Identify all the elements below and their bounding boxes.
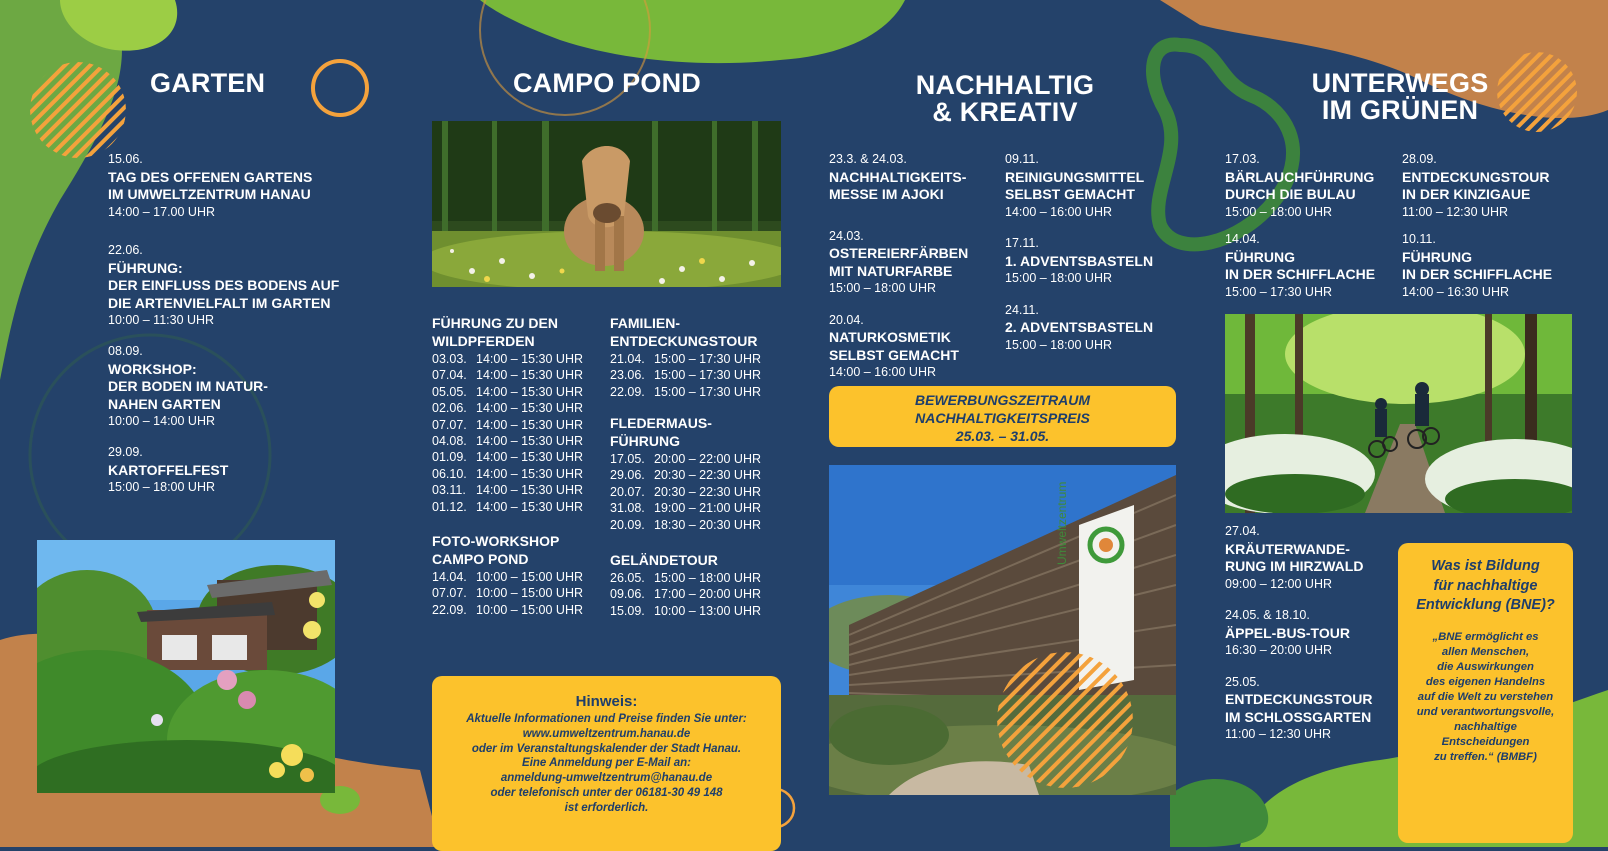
- row-date: 22.09.: [610, 384, 645, 399]
- event-name: FÜHRUNG: DER EINFLUSS DES BODENS AUF DIE ARTENVIELFALT IM GARTEN: [108, 259, 340, 311]
- event-time: 11:00 – 12:30 UHR: [1402, 204, 1509, 219]
- row-time: 14:00 – 15:30 UHR: [476, 384, 584, 399]
- row-time: 20:30 – 22:30 UHR: [654, 484, 762, 499]
- event-name: NACHHALTIGKEITS- MESSE IM AJOKI: [829, 168, 967, 202]
- sign-text-1: Umweltzentrum: [1055, 481, 1069, 565]
- fledermaus-schedule: [610, 414, 761, 533]
- row-date: 29.06.: [610, 468, 645, 483]
- event-name: OSTEREIERFÄRBEN MIT NATURFARBE: [829, 245, 969, 279]
- row-date: 03.03.: [432, 352, 467, 366]
- event-time: 15:00 – 18:00 UHR: [1005, 337, 1113, 352]
- row-time: 14:00 – 15:30 UHR: [476, 417, 584, 432]
- event-name: KRÄUTERWANDE- RUNG IM HIRZWALD: [1225, 540, 1364, 574]
- title-line: IM GRÜNEN: [1321, 95, 1479, 125]
- garten-event: [108, 242, 339, 330]
- event-time: 15:00 – 18:00 UHR: [1225, 204, 1333, 219]
- event-name: 1. ADVENTSBASTELN: [1005, 252, 1154, 269]
- schedule-row: [610, 367, 761, 383]
- event-name: KARTOFFELFEST: [108, 461, 229, 478]
- event-name: FÜHRUNG IN DER SCHIFFLACHE: [1402, 248, 1553, 282]
- hinweis-line: Aktuelle Informationen und Preise finden Sie unter:: [466, 713, 747, 725]
- hinweis-line: Eine Anmeldung per E-Mail an:: [522, 757, 691, 770]
- preis-banner: [829, 386, 1176, 447]
- schedule-title: FÜHRUNG ZU DEN WILDPFERDEN: [432, 315, 558, 349]
- event-name: NATURKOSMETIK SELBST GEMACHT: [829, 329, 959, 363]
- event-name: REINIGUNGSMITTEL SELBST GEMACHT: [1005, 168, 1145, 202]
- hinweis-line: ist erforderlich.: [564, 801, 649, 814]
- schedule-row: [432, 400, 583, 416]
- event-time: 09:00 – 12:00 UHR: [1225, 576, 1333, 591]
- event-date: 27.04.: [1225, 524, 1260, 538]
- banner-line: NACHHALTIGKEITSPREIS: [915, 410, 1090, 426]
- event: [829, 312, 968, 382]
- garten-title: GARTEN: [150, 68, 266, 98]
- event-date: 22.06.: [108, 243, 143, 257]
- garten-event: [108, 151, 312, 221]
- event-time: 10:00 – 11:30 UHR: [108, 313, 215, 327]
- bne-title: Was ist Bildung für nachhaltige Entwicklung (BNE)?: [1416, 558, 1555, 613]
- event-date: 24.11.: [1005, 302, 1039, 317]
- garden-photo: [37, 540, 335, 793]
- row-date: 01.09.: [432, 450, 467, 465]
- event-date: 24.05. & 18.10.: [1225, 608, 1310, 622]
- row-time: 14:00 – 15:30 UHR: [476, 401, 584, 416]
- event-date: 17.11.: [1005, 236, 1039, 250]
- event: [1225, 523, 1373, 593]
- schedule-row: [610, 451, 761, 467]
- event-date: 14.04.: [1225, 232, 1260, 246]
- schedule-row: [610, 586, 761, 602]
- row-date: 07.04.: [432, 368, 467, 383]
- event: [1402, 231, 1552, 301]
- horse-photo: [432, 121, 781, 287]
- event-time: 11:00 – 12:30 UHR: [1225, 727, 1332, 741]
- event: [1225, 151, 1375, 221]
- campo-title: CAMPO POND: [512, 68, 701, 98]
- hinweis-line: anmeldung-umweltzentrum@hanau.de: [500, 772, 713, 785]
- row-time: 20:00 – 22:00 UHR: [654, 452, 762, 466]
- schedule-row: [432, 499, 583, 515]
- event-name: FÜHRUNG IN DER SCHIFFLACHE: [1225, 248, 1376, 282]
- wildpferde-schedule: [432, 314, 583, 515]
- row-date: 07.07.: [432, 417, 467, 432]
- event: [1225, 231, 1375, 301]
- schedule-row: [610, 384, 761, 400]
- event-name: ENTDECKUNGSTOUR IM SCHLOSSGARTEN: [1225, 691, 1373, 725]
- row-date: 17.05.: [610, 452, 645, 466]
- familien-schedule: [610, 314, 761, 400]
- row-date: 20.09.: [610, 517, 645, 532]
- event: [1005, 151, 1153, 221]
- row-date: 31.08.: [610, 501, 645, 516]
- row-time: 15:00 – 17:30 UHR: [654, 384, 762, 399]
- row-time: 14:00 – 15:30 UHR: [476, 499, 584, 514]
- forest-path-photo: [1225, 314, 1572, 513]
- schedule-row: [610, 517, 761, 533]
- schedule-row: [610, 484, 761, 500]
- hinweis-line: oder im Veranstaltungskalender der Stadt Hanau.: [471, 742, 742, 755]
- title-line: NACHHALTIG: [915, 70, 1095, 100]
- schedule-title: FAMILIEN- ENTDECKUNGSTOUR: [610, 315, 758, 349]
- bne-box: [1398, 543, 1573, 843]
- row-time: 14:00 – 15:30 UHR: [476, 450, 584, 465]
- row-time: 14:00 – 15:30 UHR: [476, 352, 584, 366]
- banner-line: BEWERBUNGSZEITRAUM: [915, 392, 1090, 408]
- schedule-row: [432, 417, 583, 433]
- schedule-row: [610, 570, 761, 586]
- schedule-row: [610, 467, 761, 483]
- garten-event: [108, 444, 228, 497]
- event-date: 23.3. & 24.03.: [829, 152, 907, 166]
- schedule-row: [432, 449, 583, 465]
- event: [1225, 607, 1373, 660]
- event: [1005, 302, 1153, 355]
- row-date: 01.12.: [432, 499, 467, 514]
- row-date: 07.07.: [432, 586, 467, 601]
- event: [829, 228, 968, 298]
- event-time: 15:00 – 18:00 UHR: [829, 281, 937, 295]
- bne-text: „BNE ermöglicht es allen Menschen, die Auswirkungen des eigenen Handelns auf die Welt zu verstehen und verantwortungsvolle, nachhaltige Entscheidungen zu treffen.“ (BMBF): [1416, 630, 1555, 764]
- event-date: 25.05.: [1225, 674, 1260, 689]
- schedule-row: [432, 602, 583, 618]
- schedule-title: FLEDERMAUS- FÜHRUNG: [610, 415, 712, 449]
- event: [829, 151, 968, 204]
- foto-workshop-schedule: [432, 532, 583, 618]
- row-time: 15:00 – 17:30 UHR: [654, 368, 762, 383]
- row-time: 10:00 – 15:00 UHR: [476, 602, 584, 617]
- event-name: ENTDECKUNGSTOUR IN DER KINZIGAUE: [1402, 168, 1550, 202]
- event-date: 29.09.: [108, 445, 143, 459]
- event-time: 16:30 – 20:00 UHR: [1225, 643, 1333, 657]
- title-line: & KREATIV: [932, 97, 1078, 127]
- row-date: 02.06.: [432, 401, 467, 416]
- row-date: 06.10.: [432, 466, 467, 481]
- event-time: 14:00 – 17.00 UHR: [108, 204, 216, 219]
- hinweis-title: Hinweis:: [575, 693, 638, 710]
- schedule-row: [432, 569, 583, 585]
- event: [1402, 151, 1552, 221]
- event-name: TAG DES OFFENEN GARTENS IM UMWELTZENTRUM HANAU: [108, 168, 313, 202]
- event-time: 15:00 – 18:00 UHR: [108, 480, 216, 494]
- row-date: 04.08.: [432, 434, 467, 449]
- event-time: 14:00 – 16:30 UHR: [1402, 284, 1510, 299]
- schedule-row: [432, 482, 583, 498]
- row-date: 15.09.: [610, 603, 645, 618]
- title-line: UNTERWEGS: [1311, 68, 1489, 98]
- schedule-row: [610, 500, 761, 516]
- schedule-row: [432, 433, 583, 449]
- hinweis-box: [432, 676, 781, 851]
- event-date: 28.09.: [1402, 152, 1437, 166]
- row-time: 14:00 – 15:30 UHR: [476, 483, 584, 498]
- nachhaltig-title: [890, 72, 1120, 126]
- event-time: 14:00 – 16:00 UHR: [829, 365, 937, 379]
- row-date: 21.04.: [610, 352, 645, 366]
- event-date: 20.04.: [829, 312, 864, 327]
- hinweis-line: oder telefonisch unter der 06181-30 49 148: [490, 786, 723, 799]
- event-date: 08.09.: [108, 344, 143, 358]
- row-time: 14:00 – 15:30 UHR: [476, 434, 584, 449]
- row-date: 26.05.: [610, 571, 645, 585]
- event: [1005, 235, 1153, 288]
- umweltzentrum-photo: [829, 465, 1176, 795]
- unterwegs-title: [1290, 70, 1510, 124]
- row-time: 10:00 – 13:00 UHR: [654, 603, 762, 618]
- schedule-row: [432, 384, 583, 400]
- event: [1225, 674, 1373, 744]
- event-date: 17.03.: [1225, 152, 1260, 166]
- gelaende-schedule: [610, 551, 761, 619]
- row-date: 14.04.: [432, 570, 467, 584]
- row-time: 14:00 – 15:30 UHR: [476, 466, 584, 481]
- row-time: 18:30 – 20:30 UHR: [654, 517, 762, 532]
- event-time: 15:00 – 18:00 UHR: [1005, 271, 1113, 285]
- banner-line: 25.03. – 31.05.: [955, 428, 1050, 444]
- schedule-row: [610, 603, 761, 619]
- event-time: 14:00 – 16:00 UHR: [1005, 204, 1113, 219]
- event-name: 2. ADVENTSBASTELN: [1005, 319, 1154, 335]
- row-time: 20:30 – 22:30 UHR: [654, 468, 762, 483]
- row-time: 17:00 – 20:00 UHR: [654, 587, 762, 602]
- garten-event: [108, 343, 268, 431]
- event-date: 15.06.: [108, 152, 143, 166]
- schedule-row: [432, 585, 583, 601]
- event-date: 10.11.: [1402, 232, 1436, 246]
- row-date: 23.06.: [610, 368, 645, 383]
- schedule-row: [432, 367, 583, 383]
- row-date: 05.05.: [432, 384, 467, 399]
- row-time: 10:00 – 15:00 UHR: [476, 570, 584, 584]
- row-date: 03.11.: [432, 483, 466, 498]
- row-time: 19:00 – 21:00 UHR: [654, 501, 762, 516]
- event-name: WORKSHOP: DER BODEN IM NATUR- NAHEN GARTEN: [108, 360, 268, 412]
- row-time: 10:00 – 15:00 UHR: [476, 586, 584, 601]
- row-time: 15:00 – 17:30 UHR: [654, 352, 762, 366]
- schedule-row: [432, 466, 583, 482]
- schedule-row: [432, 351, 583, 367]
- row-time: 14:00 – 15:30 UHR: [476, 368, 584, 383]
- event-time: 15:00 – 17:30 UHR: [1225, 284, 1333, 299]
- event-name: ÄPPEL-BUS-TOUR: [1225, 624, 1350, 641]
- row-time: 15:00 – 18:00 UHR: [654, 571, 762, 585]
- row-date: 09.06.: [610, 587, 645, 602]
- row-date: 22.09.: [432, 602, 467, 617]
- hinweis-line: www.umweltzentrum.hanau.de: [522, 727, 691, 740]
- schedule-row: [610, 351, 761, 367]
- event-name: BÄRLAUCHFÜHRUNG DURCH DIE BULAU: [1225, 168, 1375, 202]
- row-date: 20.07.: [610, 484, 645, 499]
- schedule-title: FOTO-WORKSHOP CAMPO POND: [432, 533, 560, 567]
- schedule-title: GELÄNDETOUR: [610, 552, 718, 568]
- event-date: 09.11.: [1005, 152, 1039, 166]
- event-time: 10:00 – 14:00 UHR: [108, 414, 216, 428]
- event-date: 24.03.: [829, 228, 864, 243]
